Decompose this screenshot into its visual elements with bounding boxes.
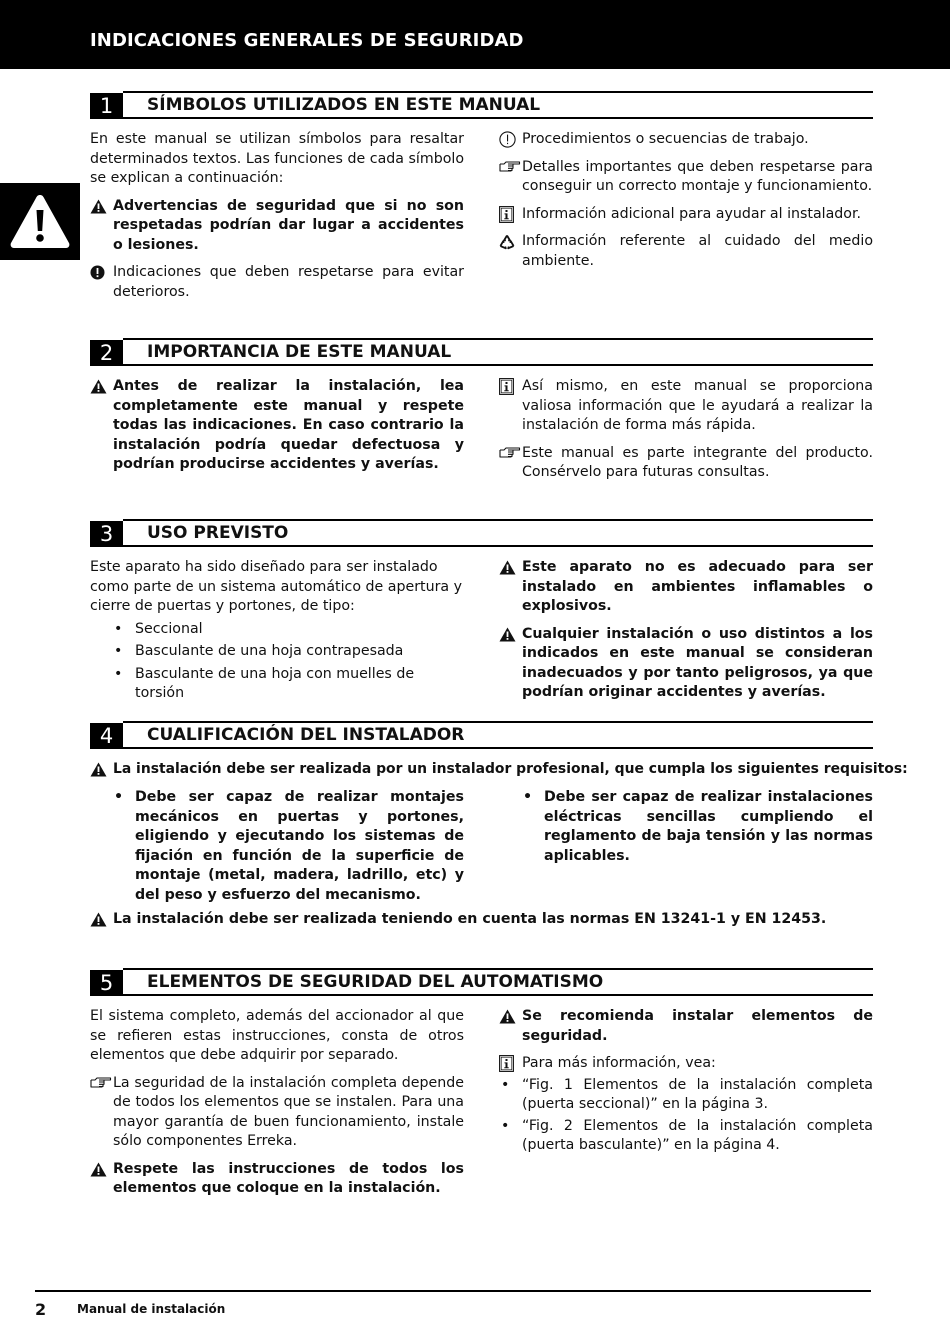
warning-triangle-icon bbox=[499, 625, 522, 644]
list-item bbox=[477, 1076, 873, 1115]
section-number: 5 bbox=[90, 970, 123, 996]
warning-item bbox=[499, 625, 873, 703]
info-box-icon bbox=[499, 377, 522, 396]
symbol-item bbox=[499, 205, 873, 225]
warning-triangle-icon bbox=[90, 1160, 113, 1179]
info-box-icon bbox=[499, 205, 522, 224]
section-1-right bbox=[499, 130, 873, 271]
requirement-list bbox=[499, 788, 873, 866]
section-number: 3 bbox=[90, 521, 123, 547]
info-text: Para más información, vea: bbox=[522, 1055, 716, 1071]
bullet: • bbox=[523, 789, 533, 805]
section-2-left bbox=[90, 377, 464, 475]
figure-reference-list bbox=[477, 1076, 873, 1156]
symbol-description: Información adicional para ayudar al instalador. bbox=[522, 205, 862, 222]
warning-item bbox=[499, 558, 873, 617]
section-1-header bbox=[90, 91, 873, 119]
bullet: • bbox=[114, 620, 123, 637]
section-title: ELEMENTOS DE SEGURIDAD DEL AUTOMATISMO bbox=[147, 972, 604, 992]
info-box-icon bbox=[499, 1054, 522, 1073]
info-item bbox=[499, 377, 873, 436]
note-item bbox=[499, 444, 873, 483]
section-rule bbox=[123, 968, 873, 970]
section-title: CUALIFICACIÓN DEL INSTALADOR bbox=[147, 725, 465, 745]
footer-label: Manual de instalación bbox=[77, 1302, 226, 1316]
note-text: Este manual es parte integrante del producto. Consérvelo para futuras consultas. bbox=[522, 444, 873, 480]
warning-item bbox=[90, 1160, 464, 1199]
pointing-hand-icon bbox=[90, 1074, 113, 1093]
page-number: 2 bbox=[35, 1300, 47, 1319]
list-item bbox=[90, 620, 464, 640]
warning-text: Cualquier instalación o uso distintos a los indicados en este manual se consideran inadecuados y por tanto peligrosos, ya que podrían originar accidentes y averías. bbox=[522, 625, 873, 700]
warning-triangle-icon bbox=[90, 760, 113, 779]
section-intro: En este manual se utilizan símbolos para resaltar determinados textos. Las funciones de cada símbolo se explican a continuación: bbox=[90, 131, 464, 186]
requirement-list bbox=[90, 788, 464, 905]
section-4-header bbox=[90, 721, 873, 749]
page-header-title: INDICACIONES GENERALES DE SEGURIDAD bbox=[90, 30, 524, 51]
installer-warning-1 bbox=[90, 760, 908, 780]
list-item-text: Basculante de una hoja con muelles de torsión bbox=[135, 665, 415, 701]
section-title: IMPORTANCIA DE ESTE MANUAL bbox=[147, 342, 452, 362]
section-intro: El sistema completo, además del accionador al que se refieren estas instrucciones, consta de otros elementos que debe adquirir por separado. bbox=[90, 1008, 464, 1063]
figure-reference: “Fig. 2 Elementos de la instalación completa (puerta basculante)” en la página 4. bbox=[522, 1117, 873, 1153]
section-rule bbox=[123, 994, 873, 996]
warning-item bbox=[499, 1007, 873, 1046]
section-rule bbox=[123, 721, 873, 723]
warning-text: Respete las instrucciones de todos los elementos que coloque en la instalación. bbox=[113, 1160, 464, 1196]
bullet: • bbox=[114, 665, 123, 682]
figure-reference: “Fig. 1 Elementos de la instalación completa (puerta seccional)” en la página 3. bbox=[522, 1076, 873, 1112]
warning-item bbox=[90, 910, 873, 930]
symbol-item bbox=[499, 232, 873, 271]
installer-warning-2 bbox=[90, 910, 873, 930]
pointing-hand-icon bbox=[499, 158, 522, 177]
section-rule bbox=[123, 545, 873, 547]
symbol-description: Indicaciones que deben respetarse para evitar deterioros. bbox=[113, 264, 464, 300]
warning-item bbox=[90, 760, 908, 780]
list-item bbox=[477, 1117, 873, 1156]
bullet: • bbox=[114, 643, 123, 659]
warning-text: Antes de realizar la instalación, lea completamente este manual y respete todas las indicaciones. En caso contrario la instalación podría quedar defectuosa y podrían producirse accidentes y averías. bbox=[113, 378, 464, 472]
warning-text: Este aparato no es adecuado para ser instalado en ambientes inflamables o explosivos. bbox=[522, 559, 873, 614]
info-item bbox=[499, 1054, 873, 1074]
note-text: La seguridad de la instalación completa depende de todos los elementos que se instalen. Para una mayor garantía de buen funcionamiento, instale sólo componentes Erreka. bbox=[113, 1074, 464, 1149]
bullet: • bbox=[501, 1117, 510, 1134]
symbol-description: Información referente al cuidado del medio ambiente. bbox=[522, 233, 873, 269]
warning-text: La instalación debe ser realizada por un instalador profesional, que cumpla los siguientes requisitos: bbox=[113, 761, 908, 777]
warning-triangle-icon bbox=[90, 197, 113, 216]
bullet: • bbox=[501, 1076, 510, 1093]
bullet: • bbox=[114, 789, 124, 805]
warning-triangle-icon bbox=[90, 910, 113, 929]
warning-text: Se recomienda instalar elementos de seguridad. bbox=[522, 1008, 873, 1044]
section-3-right bbox=[499, 558, 873, 703]
symbol-description: Advertencias de seguridad que si no son respetadas podrían dar lugar a accidentes o lesiones. bbox=[113, 197, 464, 253]
section-rule bbox=[123, 747, 873, 749]
section-number: 2 bbox=[90, 340, 123, 366]
pointing-hand-icon bbox=[499, 444, 522, 463]
warning-text: La instalación debe ser realizada teniendo en cuenta las normas EN 13241-1 y EN 12453. bbox=[113, 911, 827, 927]
footer-rule bbox=[35, 1290, 871, 1292]
symbol-item bbox=[90, 263, 464, 302]
section-5-header bbox=[90, 968, 873, 996]
door-type-list bbox=[90, 620, 464, 704]
exclamation-circle-icon bbox=[90, 263, 113, 282]
section-rule bbox=[123, 91, 873, 93]
list-item-text: Debe ser capaz de realizar montajes mecánicos en puertas y portones, eligiendo y ejecutando los sistemas de fijación en función de la superficie de montaje (metal, madera, ladrillo, etc) y del peso y esfuerzo del mecanismo. bbox=[135, 789, 464, 903]
section-number: 4 bbox=[90, 723, 123, 749]
section-5-left bbox=[90, 1007, 464, 1199]
warning-triangle-icon bbox=[499, 558, 522, 577]
list-item bbox=[499, 788, 873, 866]
exclamation-outline-icon bbox=[499, 130, 522, 149]
symbol-item bbox=[499, 130, 873, 150]
warning-item bbox=[90, 377, 464, 475]
page-header-bar bbox=[0, 0, 950, 69]
symbol-item bbox=[499, 158, 873, 197]
symbol-item bbox=[90, 197, 464, 256]
section-rule bbox=[123, 364, 873, 366]
symbol-description: Detalles importantes que deben respetarse para conseguir un correcto montaje y funcionamiento. bbox=[522, 158, 873, 194]
installer-requirement-right bbox=[499, 788, 873, 866]
section-number: 1 bbox=[90, 93, 123, 119]
info-text: Así mismo, en este manual se proporciona valiosa información que le ayudará a realizar la instalación de forma más rápida. bbox=[522, 378, 873, 433]
section-3-left bbox=[90, 558, 464, 704]
installer-requirement-left bbox=[90, 788, 464, 905]
section-intro: Este aparato ha sido diseñado para ser instalado como parte de un sistema automático de apertura y cierre de puertas y portones, de tipo: bbox=[90, 559, 463, 614]
list-item bbox=[90, 642, 464, 662]
section-title: SÍMBOLOS UTILIZADOS EN ESTE MANUAL bbox=[147, 95, 541, 115]
section-1-left bbox=[90, 130, 464, 302]
symbol-description: Procedimientos o secuencias de trabajo. bbox=[522, 131, 809, 147]
list-item bbox=[90, 665, 464, 704]
list-item bbox=[90, 788, 464, 905]
list-item-text: Basculante de una hoja contrapesada bbox=[135, 643, 404, 659]
section-rule bbox=[123, 519, 873, 521]
section-2-right bbox=[499, 377, 873, 483]
list-item-text: Debe ser capaz de realizar instalaciones eléctricas sencillas cumpliendo el reglamento de baja tensión y las normas aplicables. bbox=[544, 789, 873, 864]
side-warning-tab bbox=[0, 183, 80, 260]
recycle-icon bbox=[499, 232, 522, 251]
section-rule bbox=[123, 338, 873, 340]
section-3-header bbox=[90, 519, 873, 547]
section-5-right bbox=[499, 1007, 873, 1156]
note-item bbox=[90, 1074, 464, 1152]
warning-triangle-icon bbox=[9, 193, 71, 250]
section-2-header bbox=[90, 338, 873, 366]
warning-triangle-icon bbox=[90, 377, 113, 396]
section-title: USO PREVISTO bbox=[147, 523, 289, 543]
warning-triangle-icon bbox=[499, 1007, 522, 1026]
list-item-text: Seccional bbox=[135, 620, 203, 637]
section-rule bbox=[123, 117, 873, 119]
